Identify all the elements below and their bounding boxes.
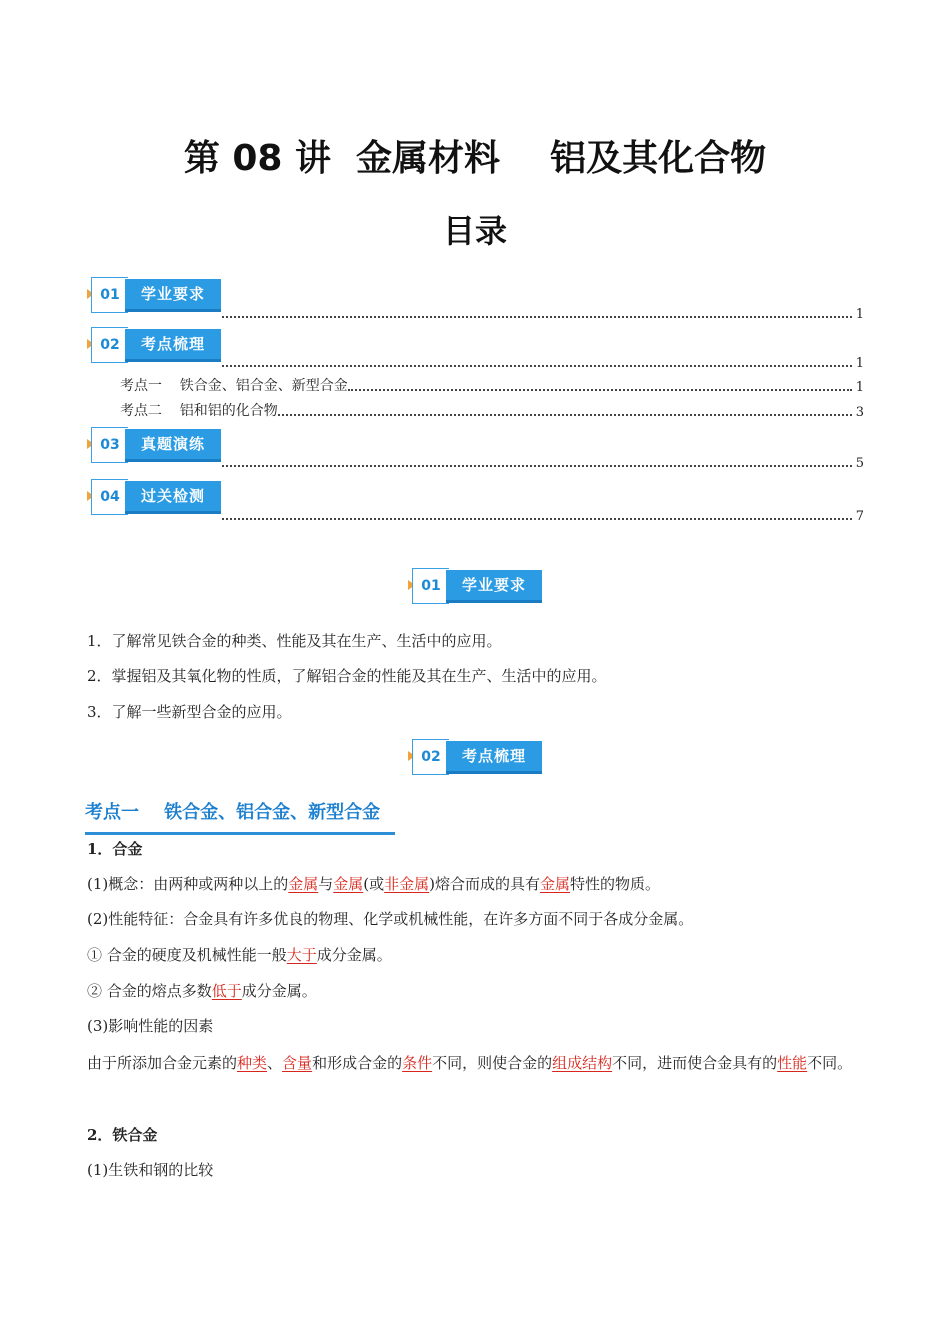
- kaodian-title: 考点一 铁合金、铝合金、新型合金: [85, 800, 395, 835]
- answer-blank: 金属: [288, 875, 319, 893]
- text-run: 、: [267, 1054, 283, 1072]
- text-run: (或: [363, 875, 385, 893]
- alloy-hardness: [87, 945, 877, 965]
- requirement-item: 1．了解常见铁合金的种类、性能及其在生产、生活中的应用。: [87, 632, 502, 650]
- toc-page-number: 1: [855, 380, 864, 395]
- factor-title: (3)影响性能的因素: [87, 1017, 214, 1035]
- badge-label: 学业要求: [446, 570, 542, 603]
- section-badge-02: [412, 739, 544, 775]
- toc-page-number: 3: [855, 405, 864, 420]
- text-run: (1)概念：由两种或两种以上的: [87, 875, 289, 893]
- toc-heading: 目录: [442, 212, 507, 250]
- toc-leader: [222, 316, 852, 318]
- text-run: 成分金属。: [241, 982, 317, 1000]
- answer-blank: 含量: [282, 1054, 313, 1072]
- toc-entry-04[interactable]: [222, 506, 864, 524]
- answer-blank: 低于: [211, 982, 242, 1000]
- text-run: 不同，则使合金的: [432, 1054, 553, 1072]
- answer-blank: 金属: [540, 875, 571, 893]
- document-title: 第 08 讲 金属材料 铝及其化合物: [183, 138, 767, 179]
- factor-paragraph: [87, 1044, 877, 1082]
- text-run: ② 合金的熔点多数: [87, 982, 212, 1000]
- text-run: 不同，进而使合金具有的: [612, 1054, 778, 1072]
- badge-label: 考点梳理: [125, 329, 221, 362]
- badge-number: 02: [91, 327, 128, 363]
- subheading-iron-alloy: 2．铁合金: [87, 1126, 158, 1144]
- alloy-feature: (2)性能特征：合金具有许多优良的物理、化学或机械性能，在许多方面不同于各成分金属。: [87, 910, 694, 928]
- text-run: 特性的物质。: [570, 875, 661, 893]
- badge-label: 过关检测: [125, 481, 221, 514]
- toc-badge-03[interactable]: [91, 427, 223, 463]
- toc-leader: [222, 365, 852, 367]
- answer-blank: 性能: [777, 1054, 808, 1072]
- toc-leader: [348, 389, 852, 391]
- badge-label: 考点梳理: [446, 741, 542, 774]
- toc-entry-01[interactable]: [222, 304, 864, 322]
- toc-entry-02[interactable]: [222, 353, 864, 371]
- compare-title: (1)生铁和钢的比较: [87, 1161, 214, 1179]
- toc-leader: [278, 414, 852, 416]
- toc-page-number: 5: [855, 456, 864, 471]
- toc-leader: [222, 465, 852, 467]
- badge-number: 03: [91, 427, 128, 463]
- toc-page-number: 1: [855, 307, 864, 322]
- answer-blank: 种类: [237, 1054, 268, 1072]
- answer-blank: 金属: [333, 875, 364, 893]
- section-badge-01: [412, 568, 544, 604]
- answer-blank: 条件: [402, 1054, 433, 1072]
- text-run: 成分金属。: [316, 946, 392, 964]
- toc-subentry-text: 考点二 铝和铝的化合物: [120, 403, 278, 419]
- toc-page-number: 1: [855, 356, 864, 371]
- toc-subentry-1[interactable]: [120, 377, 864, 395]
- badge-label: 真题演练: [125, 429, 221, 462]
- toc-page-number: 7: [855, 509, 864, 524]
- alloy-concept: [87, 874, 877, 894]
- requirement-item: 3．了解一些新型合金的应用。: [87, 703, 292, 721]
- toc-subentry-2[interactable]: [120, 402, 864, 420]
- badge-number: 04: [91, 479, 128, 515]
- subheading-alloy: 1．合金: [87, 840, 143, 858]
- text-run: 不同。: [807, 1054, 853, 1072]
- toc-subentry-text: 考点一 铁合金、铝合金、新型合金: [120, 378, 348, 394]
- toc-badge-04[interactable]: [91, 479, 223, 515]
- text-run: 和形成合金的: [312, 1054, 403, 1072]
- badge-label: 学业要求: [125, 279, 221, 312]
- badge-number: 01: [412, 568, 449, 604]
- answer-blank: 大于: [286, 946, 317, 964]
- toc-leader: [222, 518, 852, 520]
- answer-blank: 组成结构: [552, 1054, 613, 1072]
- text-run: )熔合而成的具有: [429, 875, 541, 893]
- text-run: ① 合金的硬度及机械性能一般: [87, 946, 287, 964]
- requirement-item: 2．掌握铝及其氧化物的性质，了解铝合金的性能及其在生产、生活中的应用。: [87, 667, 607, 685]
- text-run: 由于所添加合金元素的: [87, 1054, 238, 1072]
- toc-badge-02[interactable]: [91, 327, 223, 363]
- alloy-melting-point: [87, 981, 877, 1001]
- badge-number: 01: [91, 277, 128, 313]
- answer-blank: 非金属: [384, 875, 430, 893]
- badge-number: 02: [412, 739, 449, 775]
- toc-entry-03[interactable]: [222, 453, 864, 471]
- text-run: 与: [318, 875, 334, 893]
- toc-badge-01[interactable]: [91, 277, 223, 313]
